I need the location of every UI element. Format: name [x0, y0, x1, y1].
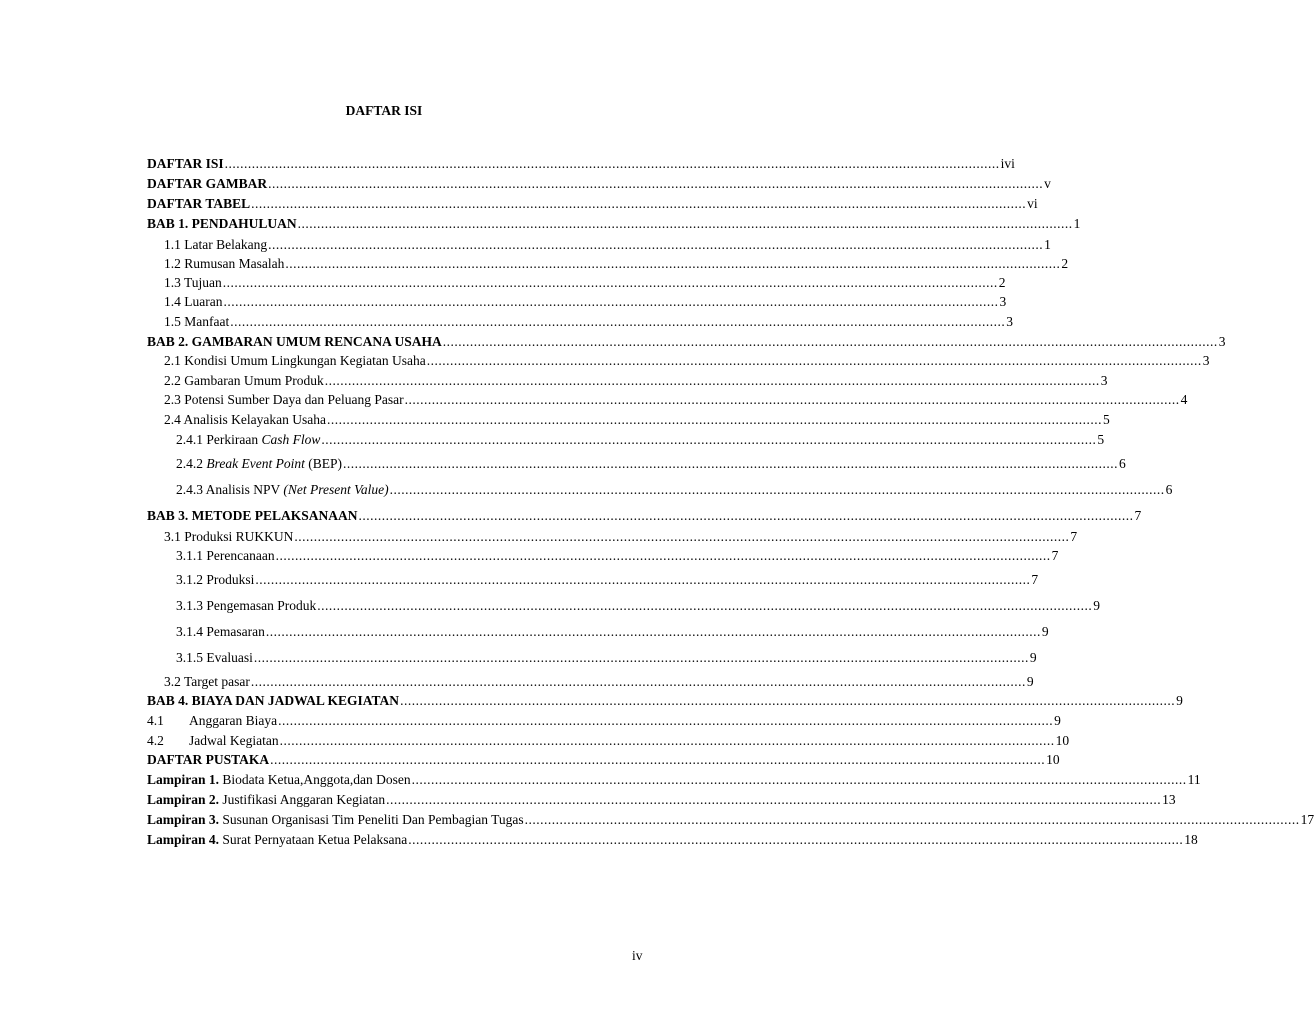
toc-entry-label-part: Lampiran 3.: [147, 812, 220, 827]
toc-entry-label: [164, 373, 324, 389]
toc-leader-dots: ........................................................................................................................................................................................................: [224, 156, 1000, 171]
toc-entry[interactable]: [176, 456, 1126, 472]
toc-entry-label-part: Jadwal Kegiatan: [189, 733, 279, 748]
toc-entry-page: 9: [1176, 693, 1183, 708]
page-number: iv: [632, 948, 643, 963]
toc-entry-page: 7: [1051, 548, 1059, 563]
toc-entry-label: [176, 624, 265, 640]
toc-entry-label-part: 3.1.2 Produksi: [176, 572, 255, 587]
toc-entry-label-part: 2.4.2: [176, 456, 207, 471]
toc-entry[interactable]: [147, 508, 1142, 524]
toc-entry-label: [164, 674, 250, 690]
toc-entry-page: 9: [1029, 650, 1037, 665]
toc-entry-page: 10: [1055, 733, 1070, 748]
toc-leader-dots: ........................................................................................................................................................................................................: [278, 713, 1054, 728]
toc-entry-label: [176, 650, 253, 666]
toc-entry-page: 4: [1180, 392, 1188, 407]
toc-entry-label: [147, 772, 411, 788]
toc-entry[interactable]: [147, 752, 1060, 768]
toc-entry[interactable]: [164, 275, 1006, 291]
toc-leader-dots: ........................................................................................................................................................................................................: [255, 572, 1031, 587]
toc-entry-label-part: DAFTAR TABEL: [147, 196, 251, 211]
toc-entry-label-part: DAFTAR ISI: [147, 156, 224, 171]
toc-entry-label: [147, 693, 399, 709]
toc-leader-dots: ........................................................................................................................................................................................................: [265, 624, 1041, 639]
toc-entry-label-part: Break Event Point: [206, 456, 305, 471]
toc-entry[interactable]: [176, 548, 1059, 564]
toc-leader-dots: ........................................................................................................................................................................................................: [389, 482, 1165, 497]
toc-entry-label-part: 1.4 Luaran: [164, 294, 223, 309]
toc-entry-label: [147, 508, 358, 524]
toc-leader-dots: ........................................................................................................................................................................................................: [426, 353, 1202, 368]
toc-leader-dots: ........................................................................................................................................................................................................: [400, 693, 1176, 708]
toc-entry-page: 7: [1031, 572, 1039, 587]
toc-entry-label-part: 1.2 Rumusan Masalah: [164, 256, 285, 271]
toc-entry[interactable]: [147, 196, 1038, 212]
toc-entry-label-part: Justifikasi Anggaran Kegiatan: [219, 792, 386, 807]
toc-leader-dots: ........................................................................................................................................................................................................: [386, 792, 1162, 807]
toc-entry-label-part: 3.1.5 Evaluasi: [176, 650, 253, 665]
toc-entry[interactable]: [147, 733, 1070, 749]
toc-entry[interactable]: [164, 294, 1007, 310]
toc-leader-dots: ........................................................................................................................................................................................................: [404, 392, 1180, 407]
toc-entry-label: [176, 598, 316, 614]
toc-entry-page: 9: [1041, 624, 1049, 639]
toc-entry-label-part: 3.1.3 Pengemasan Produk: [176, 598, 317, 613]
toc-entry-label-part: 4.1: [147, 713, 164, 728]
toc-entry-page: 7: [1070, 529, 1078, 544]
toc-entry-label: [164, 237, 267, 253]
toc-entry-label-part: Anggaran Biaya: [189, 713, 278, 728]
toc-entry-label: [147, 752, 269, 768]
toc-entry-label-part: 2.1 Kondisi Umum Lingkungan Kegiatan Usaha: [164, 353, 426, 368]
toc-leader-dots: ........................................................................................................................................................................................................: [253, 650, 1029, 665]
toc-entry-label-part: 3.1.1 Perencanaan: [176, 548, 275, 563]
toc-leader-dots: ........................................................................................................................................................................................................: [230, 314, 1006, 329]
toc-entry[interactable]: [164, 412, 1110, 428]
toc-entry[interactable]: [176, 482, 1173, 498]
toc-entry-page: 18: [1184, 832, 1198, 847]
toc-entry-label-part: BAB 2. GAMBARAN UMUM RENCANA USAHA: [147, 334, 442, 349]
toc-entry-label-part: Biodata Ketua,Anggota,dan Dosen: [219, 772, 411, 787]
toc-entry-page: 6: [1165, 482, 1173, 497]
toc-entry-label-part: (BEP): [304, 456, 342, 471]
toc-entry-label-part: Lampiran 2.: [147, 792, 220, 807]
toc-entry-page: 9: [1054, 713, 1061, 728]
toc-entry[interactable]: [164, 674, 1034, 690]
toc-entry-label: [147, 792, 385, 808]
toc-entry-page: 3: [1100, 373, 1108, 388]
toc-entry[interactable]: [147, 772, 1201, 788]
toc-entry-label: [176, 572, 254, 588]
toc-entry-label-part: 2.2 Gambaran Umum Produk: [164, 373, 324, 388]
toc-leader-dots: ........................................................................................................................................................................................................: [294, 529, 1070, 544]
toc-entry-label: [147, 713, 277, 729]
page-title: DAFTAR ISI: [345, 103, 423, 118]
toc-entry[interactable]: [147, 792, 1176, 808]
toc-entry-label-part: 4.2: [147, 733, 164, 748]
toc-leader-dots: ........................................................................................................................................................................................................: [408, 832, 1184, 847]
toc-entry-label-part: Lampiran 1.: [147, 772, 220, 787]
toc-entry-page: 3: [1202, 353, 1210, 368]
toc-entry-label-part: 1.3 Tujuan: [164, 275, 222, 290]
toc-entry-label-part: 3.1 Produksi RUKKUN: [164, 529, 294, 544]
toc-entry-label: [147, 196, 250, 212]
toc-leader-dots: ........................................................................................................................................................................................................: [268, 237, 1044, 252]
toc-entry[interactable]: [147, 216, 1081, 232]
toc-entry-page: 1: [1044, 237, 1051, 252]
toc-entry-label: [164, 529, 293, 545]
toc-entry-label-part: 2.4.3 Analisis NPV: [176, 482, 284, 497]
toc-entry[interactable]: [176, 432, 1105, 448]
toc-entry-label-part: Lampiran 4.: [147, 832, 220, 847]
toc-entry-page: 17: [1300, 812, 1314, 827]
toc-leader-dots: ........................................................................................................................................................................................................: [342, 456, 1118, 471]
toc-entry-label-part: BAB 1. PENDAHULUAN: [147, 216, 297, 231]
toc-entry-label: [147, 156, 224, 172]
toc-entry-label: [147, 176, 267, 192]
toc-entry-label: [164, 353, 426, 369]
toc-entry-label: [176, 456, 342, 472]
toc-entry-label-part: BAB 4. BIAYA DAN JADWAL KEGIATAN: [147, 693, 400, 708]
toc-entry-page: 1: [1073, 216, 1081, 231]
toc-entry-label: [147, 334, 442, 350]
toc-entry-label-part: DAFTAR PUSTAKA: [147, 752, 270, 767]
toc-entry-page: 11: [1187, 772, 1201, 787]
toc-entry-page: 2: [1061, 256, 1069, 271]
toc-leader-dots: ........................................................................................................................................................................................................: [324, 373, 1100, 388]
toc-entry[interactable]: [147, 812, 1314, 828]
toc-entry-label-part: Susunan Organisasi Tim Peneliti Dan Pembagian Tugas: [219, 812, 524, 827]
toc-entry[interactable]: [176, 650, 1037, 666]
toc-leader-dots: ........................................................................................................................................................................................................: [297, 216, 1073, 231]
toc-entry-label: [164, 294, 222, 310]
toc-entry[interactable]: [164, 314, 1013, 330]
toc-entry[interactable]: [164, 529, 1078, 545]
toc-leader-dots: ........................................................................................................................................................................................................: [268, 176, 1044, 191]
toc-entry[interactable]: [147, 176, 1051, 192]
toc-leader-dots: ........................................................................................................................................................................................................: [222, 275, 998, 290]
toc-entry-label: [164, 412, 326, 428]
toc-entry-label-part: 2.4 Analisis Kelayakan Usaha: [164, 412, 326, 427]
toc-entry[interactable]: [147, 334, 1226, 350]
toc-entry-page: 5: [1102, 412, 1110, 427]
toc-entry-page: 7: [1134, 508, 1142, 523]
toc-entry-label: [176, 432, 320, 448]
toc-entry[interactable]: [147, 156, 1015, 172]
toc-entry-label: [164, 275, 222, 291]
toc-entry-page: 9: [1093, 598, 1100, 613]
toc-leader-dots: ........................................................................................................................................................................................................: [285, 256, 1061, 271]
toc-entry[interactable]: [176, 598, 1100, 614]
toc-entry-label: [147, 216, 297, 232]
toc-entry[interactable]: [164, 256, 1069, 272]
toc-leader-dots: ........................................................................................................................................................................................................: [442, 334, 1218, 349]
toc-entry[interactable]: [164, 392, 1188, 408]
toc-entry-page: 3: [999, 294, 1007, 309]
toc-leader-dots: ........................................................................................................................................................................................................: [270, 752, 1046, 767]
toc-entry-page: 13: [1162, 792, 1176, 807]
toc-entry-label-part: 3.1.4 Pemasaran: [176, 624, 265, 639]
toc-entry-page: 2: [998, 275, 1006, 290]
toc-entry[interactable]: [147, 693, 1183, 709]
toc-entry-label-part: 1.1 Latar Belakang: [164, 237, 268, 252]
toc-entry-page: ivi: [1000, 156, 1015, 171]
toc-leader-dots: ........................................................................................................................................................................................................: [279, 733, 1055, 748]
toc-entry[interactable]: [147, 832, 1198, 848]
toc-entry-label: [164, 256, 284, 272]
toc-leader-dots: ........................................................................................................................................................................................................: [524, 812, 1300, 827]
toc-entry-label-part: Cash Flow: [261, 432, 321, 447]
toc-entry-page: 6: [1118, 456, 1126, 471]
toc-leader-dots: ........................................................................................................................................................................................................: [411, 772, 1187, 787]
toc-leader-dots: ........................................................................................................................................................................................................: [250, 674, 1026, 689]
toc-leader-dots: ........................................................................................................................................................................................................: [223, 294, 999, 309]
toc-entry-label-part: 1.5 Manfaat: [164, 314, 230, 329]
toc-entry[interactable]: [176, 572, 1039, 588]
toc-entry[interactable]: [164, 353, 1210, 369]
toc-entry-label-part: 3.2 Target pasar: [164, 674, 250, 689]
toc-leader-dots: ........................................................................................................................................................................................................: [251, 196, 1027, 211]
toc-entry-page: 3: [1006, 314, 1013, 329]
toc-entry[interactable]: [164, 237, 1051, 253]
toc-entry-label: [164, 314, 229, 330]
toc-entry-label-part: 2.4.1 Perkiraan: [176, 432, 262, 447]
toc-entry-label-part: (Net Present Value): [283, 482, 389, 497]
toc-entry-label-part: DAFTAR GAMBAR: [147, 176, 268, 191]
toc-leader-dots: ........................................................................................................................................................................................................: [317, 598, 1093, 613]
toc-entry-label-part: BAB 3. METODE PELAKSANAAN: [147, 508, 358, 523]
toc-entry-page: v: [1044, 176, 1051, 191]
toc-entry-label: [147, 812, 524, 828]
toc-leader-dots: ........................................................................................................................................................................................................: [358, 508, 1134, 523]
toc-entry[interactable]: [147, 713, 1061, 729]
toc-entry-page: 3: [1218, 334, 1226, 349]
toc-entry-label: [176, 548, 275, 564]
toc-entry-page: vi: [1027, 196, 1038, 211]
toc-entry[interactable]: [164, 373, 1108, 389]
toc-entry-page: 10: [1046, 752, 1060, 767]
toc-leader-dots: ........................................................................................................................................................................................................: [326, 412, 1102, 427]
toc-entry-label: [164, 392, 404, 408]
toc-entry-page: 9: [1026, 674, 1034, 689]
toc-entry-label-part: 2.3 Potensi Sumber Daya dan Peluang Pasar: [164, 392, 404, 407]
toc-entry-label-part: Surat Pernyataan Ketua Pelaksana: [219, 832, 408, 847]
toc-entry-label: [147, 832, 407, 848]
toc-entry-label: [176, 482, 389, 498]
toc-entry-page: 5: [1097, 432, 1105, 447]
toc-leader-dots: ........................................................................................................................................................................................................: [321, 432, 1097, 447]
toc-entry-label: [147, 733, 279, 749]
toc-leader-dots: ........................................................................................................................................................................................................: [275, 548, 1051, 563]
toc-entry[interactable]: [176, 624, 1049, 640]
